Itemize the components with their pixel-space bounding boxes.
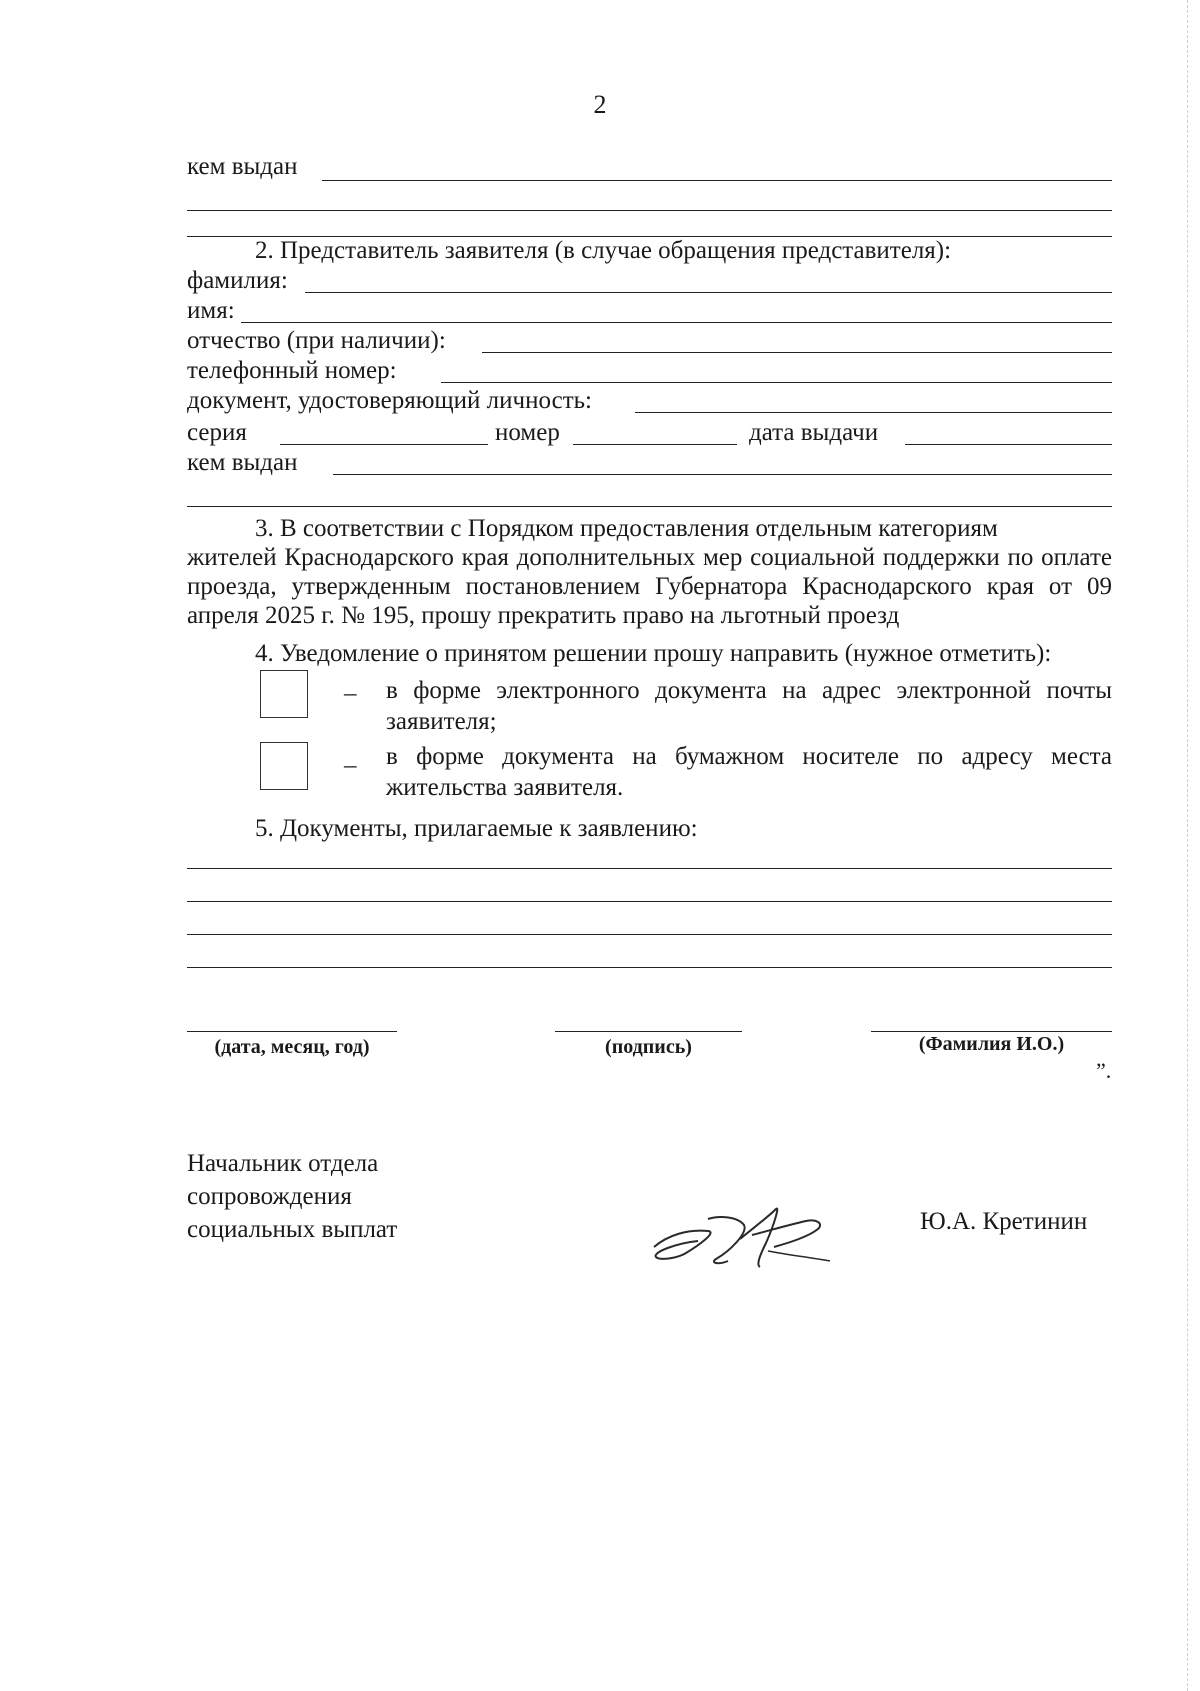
- section5-heading: 5. Документы, прилагаемые к заявлению:: [255, 815, 698, 842]
- signature-caption: (подпись): [605, 1036, 692, 1058]
- signatory-position: [187, 1147, 397, 1246]
- issued-by-label: кем выдан: [187, 153, 298, 180]
- section3-paragraph: [187, 514, 1112, 630]
- position-line-1: Начальник отдела: [187, 1150, 379, 1177]
- name-label: имя:: [187, 297, 235, 324]
- phone-field[interactable]: [441, 382, 1112, 383]
- scan-edge: [1187, 0, 1189, 1691]
- attachments-line-4[interactable]: [187, 967, 1112, 968]
- date-field[interactable]: [187, 1031, 397, 1032]
- attachments-line-3[interactable]: [187, 934, 1112, 935]
- attachments-line-1[interactable]: [187, 868, 1112, 869]
- patronymic-label: отчество (при наличии):: [187, 327, 446, 354]
- section2-heading: 2. Представитель заявителя (в случае обращения представителя):: [255, 237, 952, 264]
- number-field[interactable]: [573, 444, 737, 445]
- email-option-text: в форме электронного документа на адрес электронной почты заявителя;: [386, 677, 1112, 735]
- section3-text: жителей Краснодарского края дополнительных мер социальной поддержки по оплате проезда, утвержденным постановлением Губернатора Краснодарского края от 09 апреля 2025 г. № 195, прошу прекратить право на льготный проезд: [187, 544, 1112, 629]
- rep-issued-by-field-line-2[interactable]: [187, 506, 1112, 507]
- closing-quote: ”.: [1096, 1058, 1112, 1083]
- option-dash-2: –: [344, 752, 357, 779]
- issued-by-field[interactable]: [322, 180, 1112, 181]
- attachments-line-2[interactable]: [187, 901, 1112, 902]
- position-line-3: социальных выплат: [187, 1216, 398, 1243]
- surname-field[interactable]: [305, 292, 1112, 293]
- paper-option-checkbox[interactable]: [260, 742, 308, 790]
- option-dash-1: –: [344, 680, 357, 707]
- position-line-2: сопровождения: [187, 1183, 352, 1210]
- rep-issued-by-field[interactable]: [333, 474, 1112, 475]
- issue-date-label: дата выдачи: [749, 419, 879, 446]
- issued-by-field-line-2[interactable]: [187, 210, 1112, 211]
- patronymic-field[interactable]: [482, 352, 1112, 353]
- signatory-name: Ю.А. Кретинин: [920, 1208, 1088, 1235]
- email-option-checkbox[interactable]: [260, 670, 308, 718]
- section4-heading: 4. Уведомление о принятом решении прошу направить (нужное отметить):: [255, 640, 1052, 667]
- issue-date-field[interactable]: [905, 444, 1112, 445]
- id-document-label: документ, удостоверяющий личность:: [187, 387, 592, 414]
- number-label: номер: [495, 419, 560, 446]
- handwritten-signature: [648, 1195, 848, 1275]
- paper-option-text: в форме документа на бумажном носителе по адресу места жительства заявителя.: [386, 743, 1112, 801]
- phone-label: телефонный номер:: [187, 357, 397, 384]
- page-number: 2: [593, 90, 607, 119]
- id-document-field[interactable]: [635, 412, 1112, 413]
- rep-issued-by-label: кем выдан: [187, 449, 298, 476]
- signature-field[interactable]: [555, 1031, 742, 1032]
- full-name-field[interactable]: [871, 1031, 1112, 1032]
- surname-label: фамилия:: [187, 267, 288, 294]
- name-field[interactable]: [241, 322, 1112, 323]
- date-caption: (дата, месяц, год): [214, 1036, 370, 1058]
- full-name-caption: (Фамилия И.О.): [918, 1033, 1065, 1055]
- series-field[interactable]: [280, 444, 488, 445]
- section3-first-line: 3. В соответствии с Порядком предоставления отдельным категориям: [255, 515, 998, 542]
- series-label: серия: [187, 419, 247, 446]
